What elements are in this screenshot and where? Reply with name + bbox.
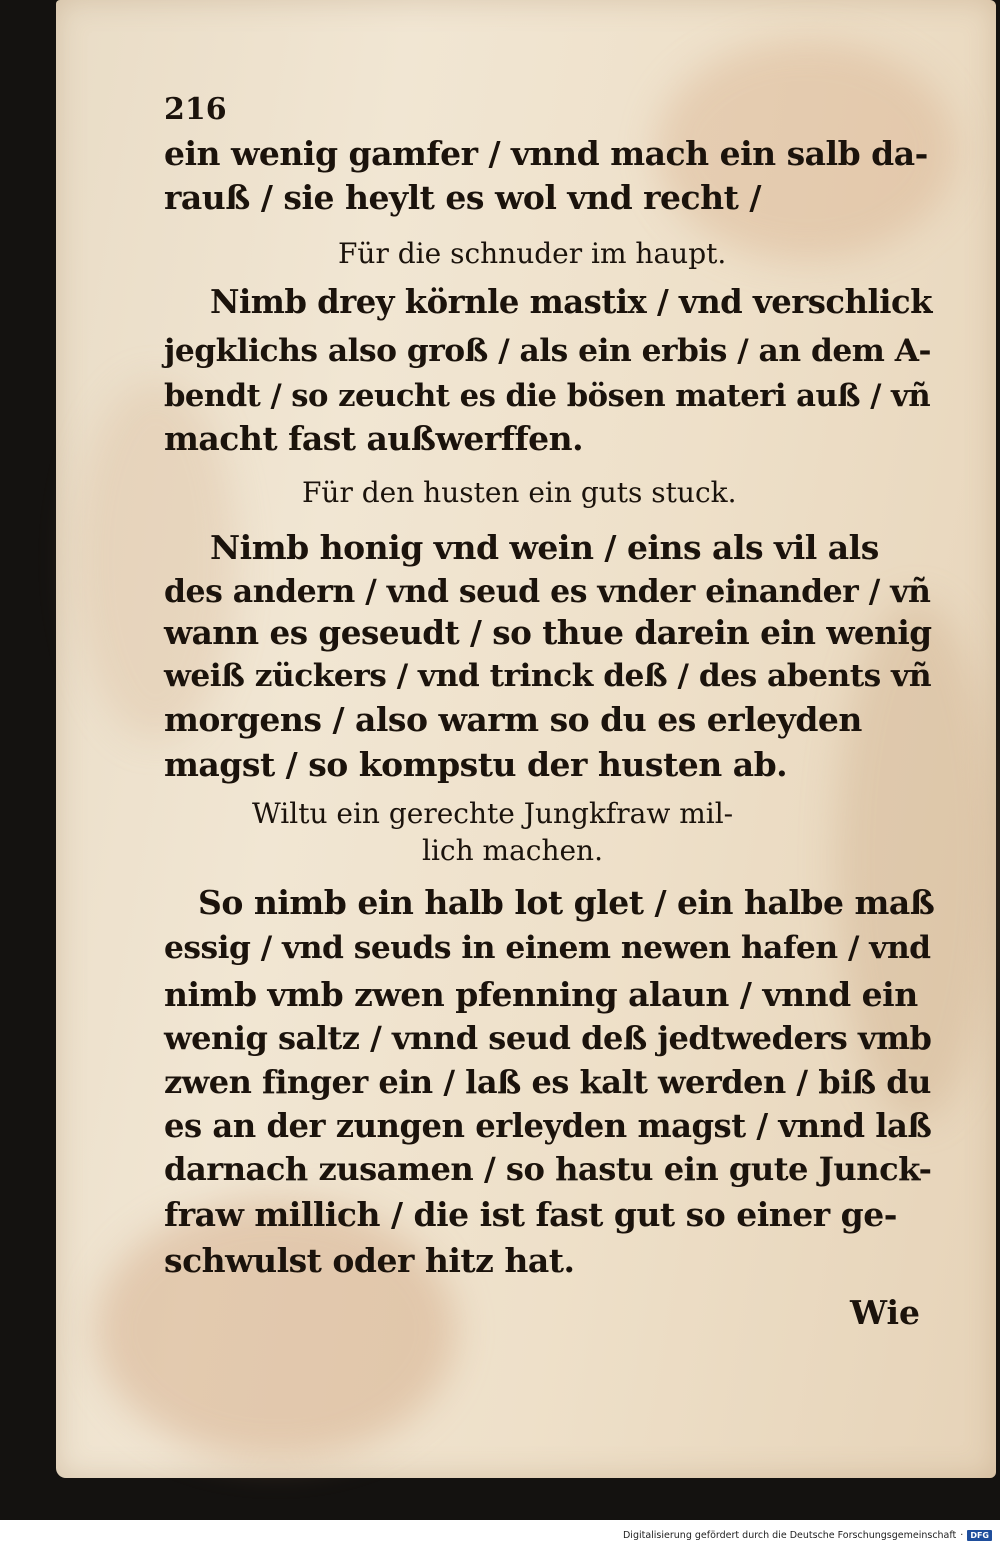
text-line: wenig saltz / vnnd seud deß jedtweders vmb (164, 1019, 932, 1057)
text-line: fraw millich / die ist fast gut so einer ge- (164, 1195, 897, 1234)
text-line: bendt / so zeucht es die bösen materi auß / vñ (164, 378, 931, 414)
catchword: Wie (850, 1293, 921, 1332)
text-line: essig / vnd seuds in einem newen hafen / vnd (164, 930, 931, 966)
text-line: rauß / sie heylt es wol vnd recht / (164, 178, 761, 217)
footer-credit (623, 1527, 992, 1543)
text-line: wann es geseudt / so thue darein ein wenig (164, 613, 932, 652)
section-heading: Wiltu ein gerechte Jungkfraw mil- (252, 797, 734, 830)
footer-credit-text: Digitalisierung gefördert durch die Deutsche Forschungsgemeinschaft (622, 1529, 957, 1541)
text-line: es an der zungen erleyden magst / vnnd laß (164, 1107, 932, 1145)
text-line: So nimb ein halb lot glet / ein halbe maß (198, 883, 935, 922)
footer-separator: · (960, 1529, 964, 1541)
text-line: morgens / also warm so du es erleyden (164, 700, 862, 739)
dfg-logo: DFG (967, 1530, 992, 1541)
text-line: zwen finger ein / laß es kalt werden / biß du (164, 1063, 931, 1101)
text-line: Nimb drey körnle mastix / vnd verschlick (210, 283, 933, 321)
section-heading: Für den husten ein guts stuck. (302, 476, 737, 509)
section-heading: lich machen. (422, 834, 603, 867)
text-line: darnach zusamen / so hastu ein gute Junck- (164, 1150, 932, 1188)
text-line: ein wenig gamfer / vnnd mach ein salb da- (164, 134, 928, 173)
text-line: magst / so kompstu der husten ab. (164, 745, 788, 784)
section-heading: Für die schnuder im haupt. (338, 237, 727, 270)
text-line: schwulst oder hitz hat. (164, 1241, 575, 1280)
text-line: des andern / vnd seud es vnder einander / vñ (164, 573, 931, 610)
text-line: weiß zückers / vnd trinck deß / des abents vñ (164, 658, 932, 694)
text-line: Nimb honig vnd wein / eins als vil als (210, 528, 879, 567)
text-line: macht fast außwerffen. (164, 419, 584, 458)
page-number: 216 (164, 92, 227, 127)
text-line: nimb vmb zwen pfenning alaun / vnnd ein (164, 975, 918, 1014)
text-line: jegklichs also groß / als ein erbis / an dem A- (164, 333, 931, 369)
